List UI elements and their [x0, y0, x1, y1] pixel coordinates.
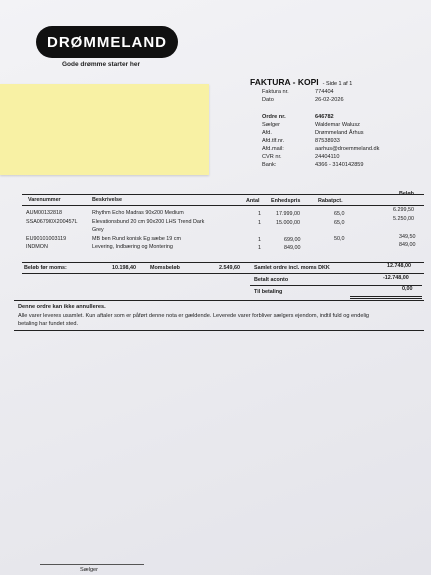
brand-tagline: Gode drømme starter her: [62, 61, 141, 68]
table-row-1-beloeb: 6.299,50: [393, 207, 414, 213]
table-row-1-rabat: 65,0: [334, 211, 345, 217]
before-vat-label: Beløb før moms:: [24, 265, 67, 271]
table-row-1-beskrivelse: Rhythm Echo Madras 90x200 Medium: [92, 210, 184, 216]
invoice-page: - Side 1 af 1: [322, 81, 353, 87]
table-row-3-rabat: 50,0: [334, 236, 345, 242]
header-beskrivelse: Beskrivelse: [92, 197, 122, 203]
table-row-3-enhedspris: 699,00: [284, 237, 301, 243]
field-label: Faktura nr.: [262, 89, 289, 95]
due-underline-2: [350, 298, 422, 299]
field-label: Bank:: [262, 162, 277, 168]
header-beloeb: Beløb: [399, 191, 414, 197]
table-row-3-varenummer: EU90101003119: [26, 236, 67, 242]
signature-label: Sælger: [80, 567, 99, 573]
table-row-2-beloeb: 5.250,00: [393, 216, 414, 222]
table-row-2-beskrivelse: Elevationsbund 20 cm 90x200 LHS Trend Dark: [92, 219, 205, 225]
vat-label: Momsbeløb: [150, 265, 180, 271]
field-value: aarhus@droemmeland.dk: [315, 146, 380, 152]
table-row-2-beskrivelse-cont: Grey: [92, 227, 104, 233]
field-value: Waldemar Walusz: [315, 122, 360, 128]
notes-cancel: Denne ordre kan ikke annulleres.: [18, 304, 106, 310]
bank-row: [262, 161, 427, 169]
table-row-4-beskrivelse: Levering, Indbæring og Montering: [92, 244, 173, 250]
header-varenummer: Varenummer: [28, 197, 61, 203]
due-value: 0,00: [402, 286, 413, 292]
paid-line: [250, 285, 422, 286]
total-label: Samlet ordre incl. moms DKK: [254, 265, 330, 271]
totals-mid-line: [22, 273, 424, 274]
brand-logo: [36, 26, 178, 58]
due-underline-1: [350, 296, 422, 297]
table-row-2-enhedspris: 15.000,00: [276, 220, 300, 226]
table-row-4-varenummer: INDMON: [26, 244, 48, 250]
department-phone-row: [262, 137, 427, 145]
vat-value: 2.549,60: [219, 265, 240, 271]
field-value: 26-02-2026: [315, 97, 344, 103]
table-row-1-enhedspris: 17.999,00: [276, 211, 300, 217]
cvr-row: [262, 153, 427, 161]
table-row-2-antal: 1: [258, 220, 261, 226]
field-label: CVR nr.: [262, 154, 282, 160]
field-value: 87538933: [315, 138, 340, 144]
before-vat-value: 10.198,40: [112, 265, 136, 271]
invoice-field-date: [262, 96, 422, 104]
table-row-4-antal: 1: [258, 245, 261, 251]
order-details: [262, 113, 427, 169]
table-top-line: [22, 194, 424, 195]
totals-top-line: [22, 262, 424, 263]
header-rabatpct: Rabatpct.: [318, 198, 343, 204]
due-label: Til betaling: [254, 289, 283, 295]
notes-terms: Alle varer leveres usamlet. Kun aftaler som er påført denne nota er gældende. Leverede varer forbliver sælgers ejendom, indtil fuld og endelig: [18, 313, 370, 319]
signature-line: [40, 564, 144, 565]
order-number-row: [262, 113, 427, 121]
field-value: Drømmeland Århus: [315, 130, 364, 136]
invoice-title: [250, 77, 352, 87]
table-row-1-varenummer: AUM00132818: [26, 210, 62, 216]
table-row-3-beloeb: 349,50: [399, 234, 416, 240]
table-row-2-varenummer: SSA0679l0X200457L: [26, 219, 78, 225]
field-value: 24404110: [315, 154, 340, 160]
field-value: 646782: [315, 114, 334, 120]
department-row: [262, 129, 427, 137]
total-value: 12.748,00: [387, 263, 411, 269]
field-label: Afd.tlf.nr.: [262, 138, 285, 144]
field-label: Ordre nr.: [262, 114, 286, 120]
field-label: Afd.: [262, 130, 272, 136]
field-label: Sælger: [262, 122, 281, 128]
table-row-2-rabat: 65,0: [334, 220, 345, 226]
table-row-1-antal: 1: [258, 211, 261, 217]
invoice-fields: [262, 88, 422, 104]
sticky-note: [0, 84, 209, 175]
notes-top-line: [14, 300, 424, 301]
department-mail-row: [262, 145, 427, 153]
seller-row: [262, 121, 427, 129]
table-row-3-antal: 1: [258, 237, 261, 243]
invoice-title-text: FAKTURA - KOPI: [250, 77, 319, 87]
header-enhedspris: Enhedspris: [271, 198, 301, 204]
notes-terms-cont: betaling har fundet sted.: [18, 321, 79, 327]
field-value: 4366 - 3140142859: [315, 162, 364, 168]
table-row-4-beloeb: 849,00: [399, 242, 416, 248]
table-header-line: [22, 205, 424, 206]
header-antal: Antal: [246, 198, 260, 204]
paid-value: -12.748,00: [383, 275, 409, 281]
invoice-field-number: [262, 88, 422, 96]
paid-label: Betalt aconto: [254, 277, 289, 283]
field-value: 774404: [315, 89, 334, 95]
field-label: Dato: [262, 97, 274, 103]
brand-name: DRØMMELAND: [47, 33, 167, 51]
table-row-4-enhedspris: 849,00: [284, 245, 301, 251]
notes-bottom-line: [14, 330, 424, 331]
table-row-3-beskrivelse: MB ben Rund konisk Eg sæbe 19 cm: [92, 236, 181, 242]
field-label: Afd.mail:: [262, 146, 284, 152]
